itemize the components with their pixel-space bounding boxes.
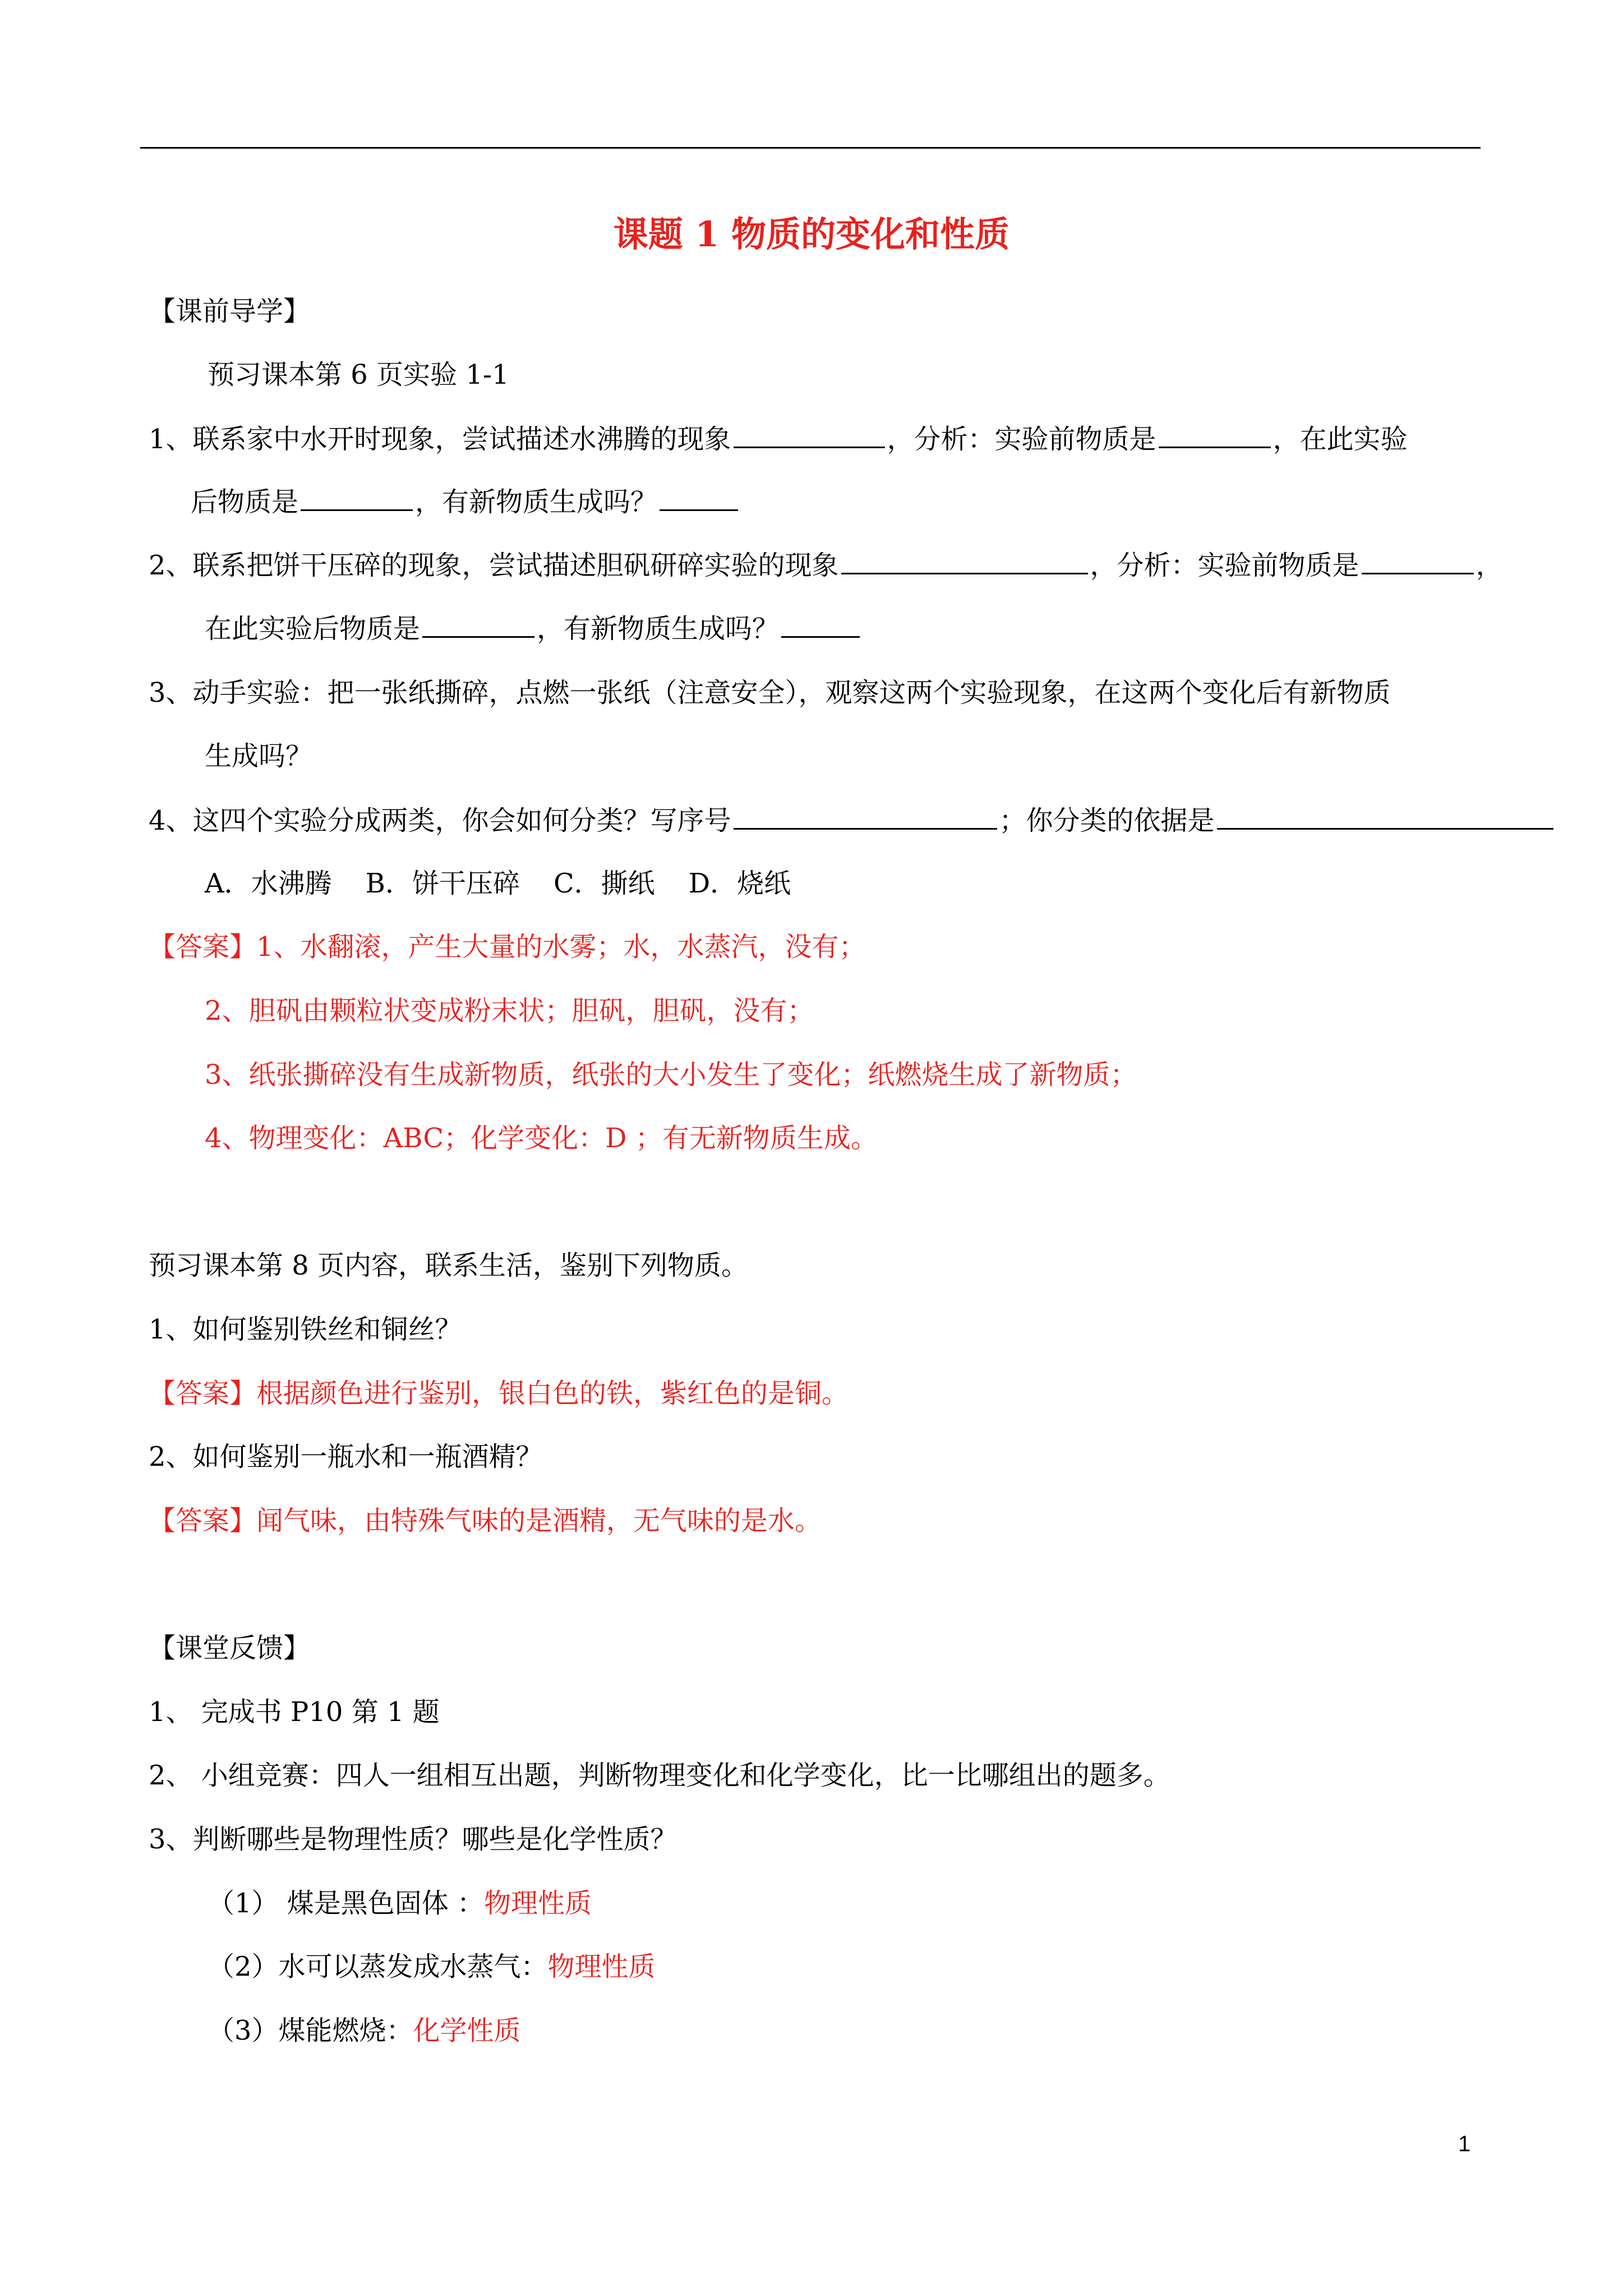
answer-1: 【答案】1、水翻滚，产生大量的水雾；水，水蒸汽，没有； [149,931,866,963]
option-a: A．水沸腾 [205,868,332,899]
answer-3: 3、纸张撕碎没有生成新物质，纸张的大小发生了变化；纸燃烧生成了新物质； [205,1059,1137,1091]
answer-blank[interactable] [841,547,1088,574]
question-2-line-2: 在此实验后物质是 ，有新物质生成吗？ [205,610,862,647]
answer-blank[interactable] [1362,547,1474,574]
option-c: C．撕纸 [553,868,655,899]
answer-blank[interactable] [1217,802,1553,830]
option-d: D．烧纸 [688,868,791,899]
answer-blank[interactable] [734,421,885,448]
answer-blank[interactable] [1159,421,1271,448]
question-4: 4、这四个实验分成两类，你会如何分类？写序号 ；你分类的依据是 [149,802,1556,839]
answer-4: 4、物理变化：ABC；化学变化：D ；有无新物质生成。 [205,1122,878,1154]
answer-blank[interactable] [422,610,534,638]
identify-answer-2: 【答案】闻气味，由特殊气味的是酒精，无气味的是水。 [149,1505,822,1536]
section-heading-preview: 【课前导学】 [149,296,311,327]
answer-blank[interactable] [781,610,860,638]
property-item-3: （3）煤能燃烧：化学性质 [208,2015,521,2046]
identify-question-2: 2、如何鉴别一瓶水和一瓶酒精？ [149,1441,543,1473]
answer-blank[interactable] [301,484,413,511]
identify-question-1: 1、如何鉴别铁丝和铜丝？ [149,1314,462,1345]
page-title: 课题 1 物质的变化和性质 [613,214,1010,255]
preview-instruction-1: 预习课本第 6 页实验 1-1 [208,359,509,390]
header-rule [140,147,1481,149]
options-row [205,866,824,901]
answer-blank[interactable] [660,484,738,511]
answer-2: 2、胆矾由颗粒状变成粉末状；胆矾，胆矾，没有； [205,995,814,1027]
answer-blank[interactable] [734,802,997,830]
question-3-line-2: 生成吗？ [205,740,313,772]
option-b: B．饼干压碎 [365,868,520,899]
question-1-line-2: 后物质是 ，有新物质生成吗？ [191,484,740,520]
feedback-item-1: 1、 完成书 P10 第 1 题 [149,1696,440,1728]
feedback-item-2: 2、 小组竞赛：四人一组相互出题，判断物理变化和化学变化，比一比哪组出的题多。 [149,1760,1170,1791]
question-3-line-1: 3、动手实验：把一张纸撕碎，点燃一张纸（注意安全），观察这两个实验现象，在这两个变化后有新物质 [149,677,1391,708]
section-heading-feedback: 【课堂反馈】 [149,1632,311,1664]
property-item-2: （2）水可以蒸发成水蒸气：物理性质 [208,1951,656,1982]
preview-instruction-2: 预习课本第 8 页内容，联系生活，鉴别下列物质。 [149,1250,749,1281]
feedback-item-3: 3、判断哪些是物理性质？哪些是化学性质？ [149,1824,677,1855]
question-1-line-1: 1、联系家中水开时现象，尝试描述水沸腾的现象 ，分析：实验前物质是 ，在此实验 [149,421,1408,457]
page-number: 1 [1458,2132,1471,2156]
identify-answer-1: 【答案】根据颜色进行鉴别，银白色的铁，紫红色的是铜。 [149,1378,849,1409]
question-2-line-1: 2、联系把饼干压碎的现象，尝试描述胆矾研碎实验的现象 ，分析：实验前物质是 ， [149,547,1503,583]
property-item-1: （1） 煤是黑色固体 ：物理性质 [208,1888,592,1919]
